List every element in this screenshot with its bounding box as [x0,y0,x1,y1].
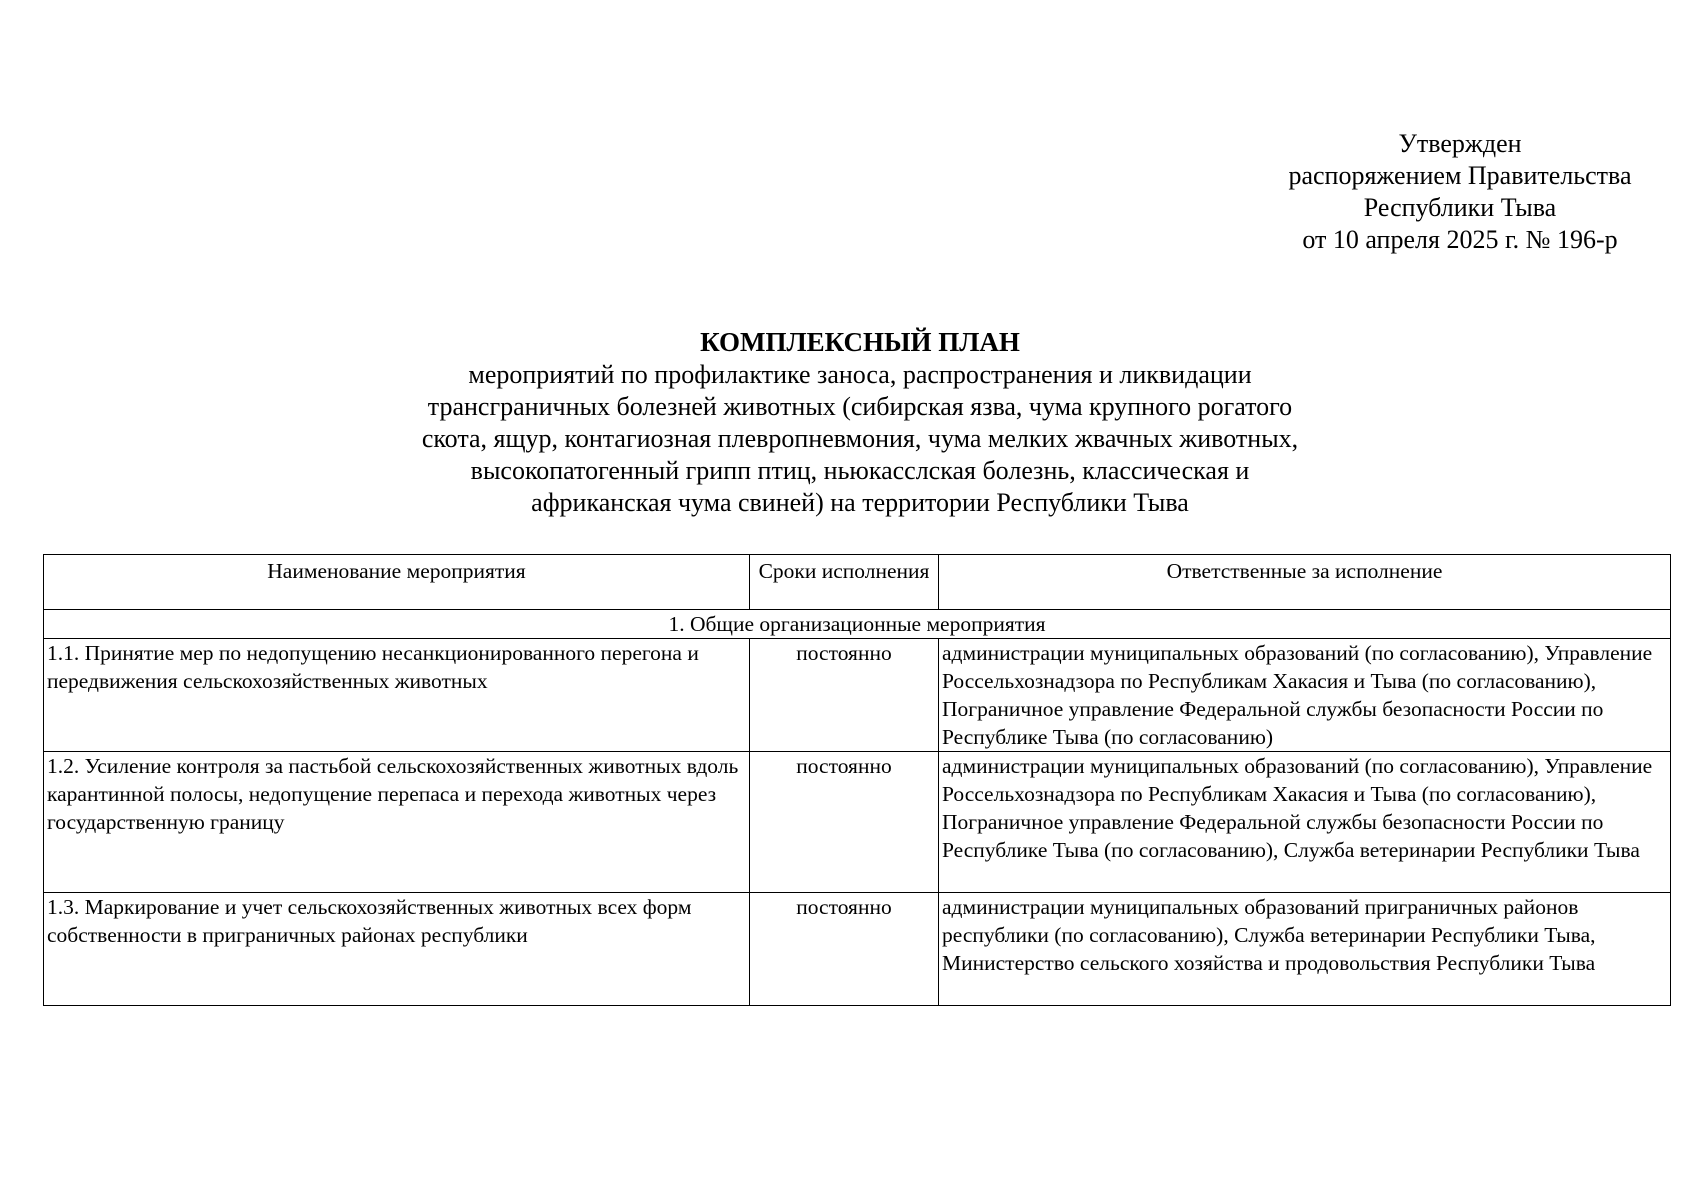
subtitle-line: трансграничных болезней животных (сибирская язва, чума крупного рогатого [427,392,1293,421]
header-deadline: Сроки исполнения [750,555,939,610]
subtitle-line: африканская чума свиней) на территории Республики Тыва [531,488,1189,517]
plan-table-header [44,555,1671,610]
section-row [44,610,1671,639]
plan-table [43,554,1671,1006]
table-row [44,639,1671,752]
approval-stamp [1250,128,1670,256]
document-heading [300,325,1420,519]
approval-line-date-number: от 10 апреля 2025 г. № 196-р [1302,225,1618,254]
plan-table-body [44,610,1671,1006]
table-row [44,752,1671,893]
subtitle-line: мероприятий по профилактике заноса, распространения и ликвидации [468,360,1252,389]
approval-line-approved: Утвержден [1398,129,1522,158]
section-title: 1. Общие организационные мероприятия [44,610,1671,639]
table-row [44,893,1671,1006]
subtitle-line: высокопатогенный грипп птиц, ньюкасслская болезнь, классическая и [470,456,1250,485]
header-row [44,555,1671,610]
deadline-cell: постоянно [750,752,939,893]
approval-line-republic: Республики Тыва [1363,193,1557,222]
document-title: КОМПЛЕКСНЫЙ ПЛАН [700,327,1020,357]
header-activity-name: Наименование мероприятия [44,555,750,610]
subtitle-line: скота, ящур, контагиозная плевропневмония, чума мелких жвачных животных, [421,424,1299,453]
activity-name-cell: 1.2. Усиление контроля за пастьбой сельскохозяйственных животных вдоль карантинной полосы, недопущение перепаса и перехода животных через государственную границу [44,752,750,893]
responsible-cell: администрации муниципальных образований (по согласованию), Управление Россельхознадзора по Республикам Хакасия и Тыва (по согласованию), Пограничное управление Федеральной службы безопасности России по Республике Тыва (по согласованию), Служба ветеринарии Республики Тыва [939,752,1671,893]
header-responsible: Ответственные за исполнение [939,555,1671,610]
approval-line-decree: распоряжением Правительства [1288,161,1632,190]
activity-name-cell: 1.1. Принятие мер по недопущению несанкционированного перегона и передвижения сельскохозяйственных животных [44,639,750,752]
document-subtitle [300,359,1420,519]
deadline-cell: постоянно [750,639,939,752]
responsible-cell: администрации муниципальных образований (по согласованию), Управление Россельхознадзора по Республикам Хакасия и Тыва (по согласованию), Пограничное управление Федеральной службы безопасности России по Республике Тыва (по согласованию) [939,639,1671,752]
activity-name-cell: 1.3. Маркирование и учет сельскохозяйственных животных всех форм собственности в приграничных районах республики [44,893,750,1006]
deadline-cell: постоянно [750,893,939,1006]
responsible-cell: администрации муниципальных образований приграничных районов республики (по согласованию), Служба ветеринарии Республики Тыва, Министерство сельского хозяйства и продовольствия Республики Тыва [939,893,1671,1006]
